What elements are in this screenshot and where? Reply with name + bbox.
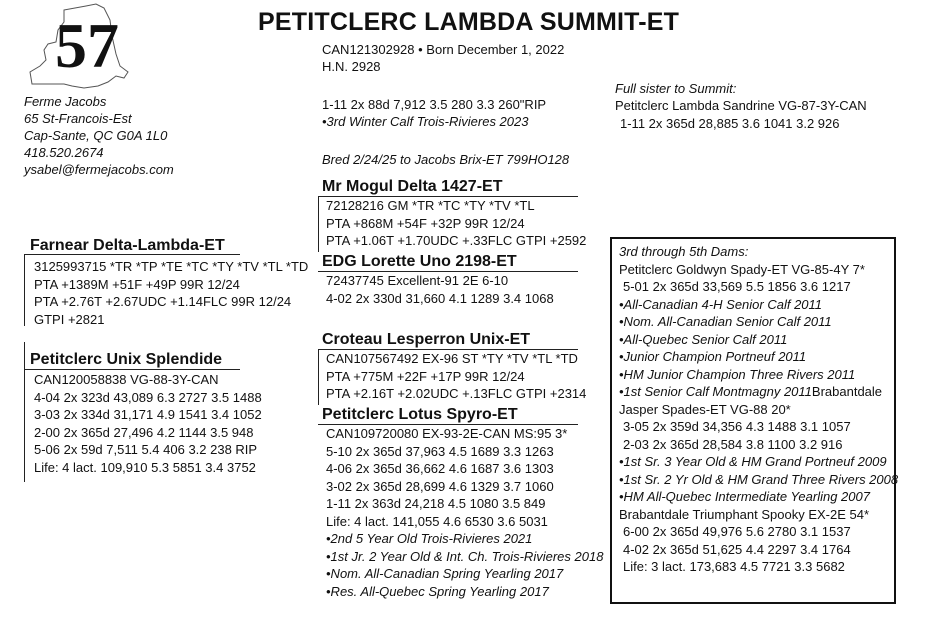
animal-hn-line: H.N. 2928: [322, 59, 381, 74]
dam4-record: 3-05 2x 359d 34,356 4.3 1488 3.1 1057: [623, 419, 851, 434]
granddam-award: •1st Jr. 2 Year Old & Int. Ch. Trois-Rivieres 2018: [326, 548, 604, 564]
granddam-line: CAN109720080 EX-93-2E-CAN MS:95 3*: [326, 426, 568, 441]
dam4-record: 2-03 2x 365d 28,584 3.8 1100 3.2 916: [623, 436, 843, 452]
granddam-line: 3-02 2x 365d 28,699 4.6 1329 3.7 1060: [326, 478, 554, 494]
sister-name: Petitclerc Lambda Sandrine VG-87-3Y-CAN: [615, 98, 867, 113]
granddam-award: •Nom. All-Canadian Spring Yearling 2017: [326, 566, 564, 581]
dam3-award-plain: Brabantdale: [811, 384, 883, 399]
dam3-name: Petitclerc Goldwyn Spady-ET VG-85-4Y 7*: [619, 261, 865, 277]
dam-name: Petitclerc Unix Splendide: [30, 351, 223, 368]
dam5-record: 4-02 2x 365d 51,625 4.4 2297 3.4 1764: [623, 541, 851, 557]
sire-dam-line: 72437745 Excellent-91 2E 6-10: [326, 273, 509, 288]
dam5-record: 6-00 2x 365d 49,976 5.6 2780 3.1 1537: [623, 524, 851, 539]
granddam-line: 4-06 2x 365d 36,662 4.6 1687 3.6 1303: [326, 461, 554, 476]
page-title: PETITCLERC LAMBDA SUMMIT-ET: [258, 8, 680, 36]
sire-dam-name: EDG Lorette Uno 2198-ET: [322, 253, 517, 270]
sister-heading: Full sister to Summit:: [615, 81, 737, 96]
granddam-line: Life: 4 lact. 141,055 4.6 6530 3.6 5031: [326, 513, 548, 529]
sire-line: GTPI +2821: [34, 311, 105, 327]
sire-sire-line: PTA +1.06T +1.70UDC +.33FLC GTPI +2592: [326, 233, 587, 248]
dams-heading: 3rd through 5th Dams:: [619, 244, 749, 259]
dam3-award-mixed: [619, 383, 898, 401]
granddam-award: •Res. All-Quebec Spring Yearling 2017: [326, 583, 549, 599]
dam-line: 3-03 2x 334d 31,171 4.9 1541 3.4 1052: [34, 407, 262, 422]
sister-record: 1-11 2x 365d 28,885 3.6 1041 3.2 926: [620, 116, 840, 131]
granddam-award: •2nd 5 Year Old Trois-Rivieres 2021: [326, 531, 533, 546]
dam-line: CAN120058838 VG-88-3Y-CAN: [34, 372, 219, 387]
sire-line: PTA +1389M +51F +49P 99R 12/24: [34, 276, 240, 292]
dam-line: Life: 4 lact. 109,910 5.3 5851 3.4 3752: [34, 459, 256, 475]
gdam-bracket-top: [318, 424, 578, 425]
consignor-line: 418.520.2674: [24, 145, 104, 160]
lot-number: 57: [55, 10, 119, 81]
sire-dam-line: 4-02 2x 330d 31,660 4.1 1289 3.4 1068: [326, 290, 554, 306]
dam-line: 4-04 2x 323d 43,089 6.3 2727 3.5 1488: [34, 389, 262, 405]
sss-bracket-side: [318, 196, 319, 252]
dam5-name: Brabantdale Triumphant Spooky EX-2E 54*: [619, 506, 870, 522]
bred-info: Bred 2/24/25 to Jacobs Brix-ET 799HO128: [322, 152, 570, 167]
dam-bracket-top: [24, 369, 240, 370]
granddam-name: Petitclerc Lotus Spyro-ET: [322, 406, 518, 423]
sire-dam-details: [326, 272, 554, 307]
consignor-line: ysabel@fermejacobs.com: [24, 162, 174, 177]
dam4-award: •1st Sr. 2 Yr Old & HM Grand Three Rivers 2008: [619, 471, 899, 487]
dam4-award: •HM All-Quebec Intermediate Yearling 2007: [619, 489, 870, 504]
dam5-record: Life: 3 lact. 173,683 4.5 7721 3.3 5682: [623, 559, 845, 574]
dam3-award: •HM Junior Champion Three Rivers 2011: [619, 366, 856, 382]
mgs-name: Croteau Lesperron Unix-ET: [322, 331, 531, 348]
mgs-bracket-side: [318, 349, 319, 405]
consignor-line: Ferme Jacobs: [24, 94, 107, 109]
dam-line: 2-00 2x 365d 27,496 4.2 1144 3.5 948: [34, 424, 254, 440]
dams-box-content: [619, 243, 898, 576]
consignor-line: Cap-Sante, QC G0A 1L0: [24, 128, 168, 143]
sire-name: Farnear Delta-Lambda-ET: [30, 237, 225, 254]
dam-bracket-side: [24, 342, 25, 482]
dam3-award: •Nom. All-Canadian Senior Calf 2011: [619, 314, 832, 329]
dam3-award: •All-Canadian 4-H Senior Calf 2011: [619, 296, 823, 312]
consignor-info: [24, 93, 174, 178]
sire-bracket-top: [24, 254, 240, 255]
consignor-line: 65 St-Francois-Est: [24, 111, 132, 126]
sire-bracket-side: [24, 254, 25, 326]
dam3-record: 5-01 2x 365d 33,569 5.5 1856 3.6 1217: [623, 279, 851, 294]
mgs-line: PTA +775M +22F +17P 99R 12/24: [326, 368, 525, 384]
granddam-line: 1-11 2x 363d 24,218 4.5 1080 3.5 849: [326, 496, 546, 511]
animal-id-line: CAN121302928 • Born December 1, 2022: [322, 42, 565, 57]
dam-line: 5-06 2x 59d 7,511 5.4 406 3.2 238 RIP: [34, 442, 258, 457]
dam4-name: Jasper Spades-ET VG-88 20*: [619, 401, 791, 417]
ssd-bracket-top: [318, 271, 578, 272]
mgs-bracket-top: [318, 349, 578, 350]
dam3-award-italic: •1st Senior Calf Montmagny 2011: [619, 384, 812, 399]
mgs-line: CAN107567492 EX-96 ST *TY *TV *TL *TD: [326, 351, 578, 366]
dam-details: [34, 371, 262, 476]
mgs-details: [326, 350, 586, 403]
animal-record: 1-11 2x 88d 7,912 3.5 280 3.3 260"RIP: [322, 97, 547, 112]
sire-line: 3125993715 *TR *TP *TE *TC *TY *TV *TL *TD: [34, 259, 309, 274]
sire-line: PTA +2.76T +2.67UDC +1.14FLC 99R 12/24: [34, 294, 292, 309]
sss-bracket-top: [318, 196, 578, 197]
dam3-award: •Junior Champion Portneuf 2011: [619, 349, 807, 364]
dam4-award: •1st Sr. 3 Year Old & HM Grand Portneuf 2009: [619, 454, 887, 469]
granddam-line: 5-10 2x 365d 37,963 4.5 1689 3.3 1263: [326, 443, 554, 459]
mgs-line: PTA +2.16T +2.02UDC +.13FLC GTPI +2314: [326, 386, 587, 401]
dam3-award: •All-Quebec Senior Calf 2011: [619, 331, 788, 347]
sire-details: [34, 258, 308, 328]
sire-sire-line: 72128216 GM *TR *TC *TY *TV *TL: [326, 198, 535, 213]
animal-award: •3rd Winter Calf Trois-Rivieres 2023: [322, 114, 529, 129]
sire-sire-details: [326, 197, 586, 250]
sire-sire-line: PTA +868M +54F +32P 99R 12/24: [326, 215, 525, 231]
granddam-details: [326, 425, 603, 600]
sire-sire-name: Mr Mogul Delta 1427-ET: [322, 178, 503, 195]
